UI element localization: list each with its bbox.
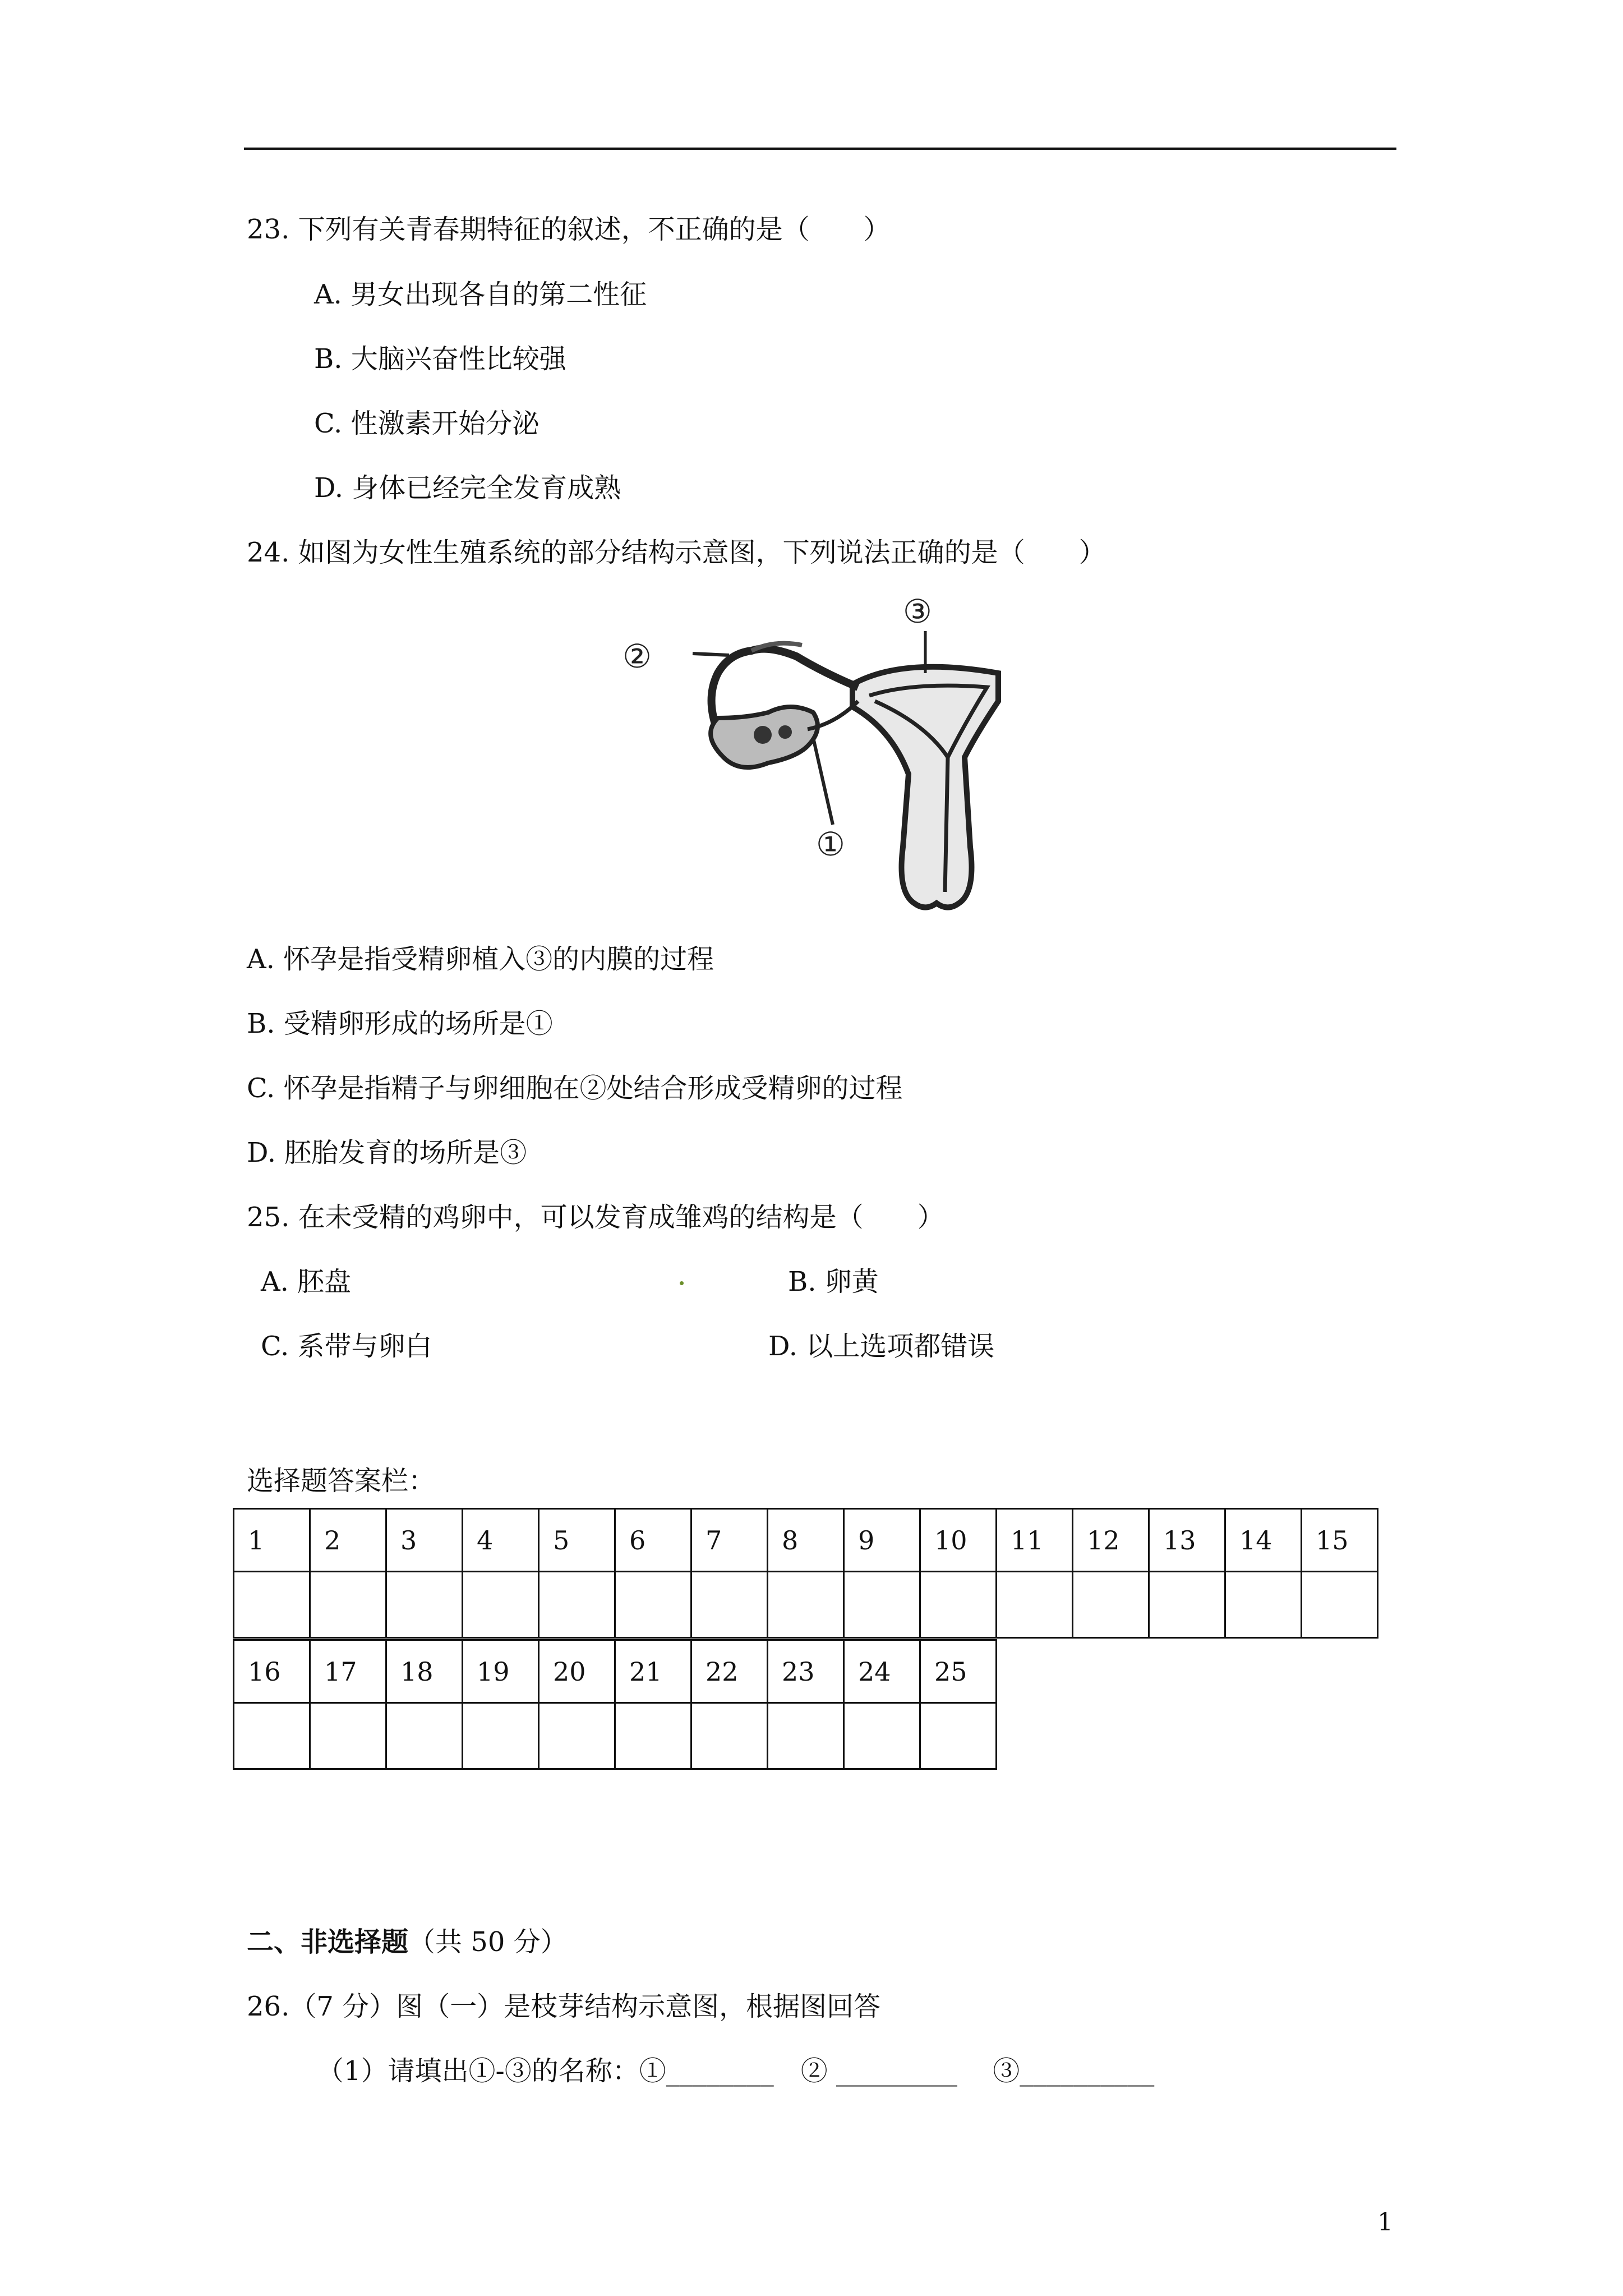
label-2 <box>623 637 652 675</box>
answer-cell[interactable] <box>539 1703 615 1769</box>
figure-label-circled-1: ① <box>816 825 845 863</box>
section-2-heading <box>247 1925 568 1959</box>
question-number-cell: 6 <box>615 1509 691 1572</box>
answer-cell[interactable] <box>463 1703 539 1769</box>
question-number-cell: 25 <box>920 1640 997 1703</box>
page-number: 1 <box>1377 2208 1393 2237</box>
answer-cell[interactable] <box>920 1703 997 1769</box>
question-number-cell: 11 <box>997 1509 1073 1572</box>
figure-label-circled-3: ③ <box>903 592 932 631</box>
question-number-cell: 13 <box>1149 1509 1225 1572</box>
answer-table-2-number-row <box>234 1640 997 1703</box>
answer-cell[interactable] <box>920 1572 997 1638</box>
question-number-cell: 16 <box>234 1640 310 1703</box>
answer-cell[interactable] <box>844 1572 920 1638</box>
answer-cell[interactable] <box>234 1703 310 1769</box>
question-number-cell: 4 <box>463 1509 539 1572</box>
question-number-cell: 3 <box>386 1509 463 1572</box>
answer-table-2-blank-row <box>234 1703 997 1769</box>
question-number-cell: 12 <box>1073 1509 1149 1572</box>
answer-cell[interactable] <box>615 1703 691 1769</box>
answer-cell[interactable] <box>539 1572 615 1638</box>
question-number-cell: 24 <box>844 1640 920 1703</box>
question-number-cell: 10 <box>920 1509 997 1572</box>
answer-cell[interactable] <box>1073 1572 1149 1638</box>
q26-sub1: （1）请填出①-③的名称：①________ ② _________ ③__________ <box>317 2055 1155 2087</box>
answer-table-1 <box>233 1508 1378 1639</box>
section-2-score-note: （共 50 分） <box>408 1926 568 1958</box>
figure-label-circled-2: ② <box>623 637 652 675</box>
answer-table-1-blank-row <box>234 1572 1378 1638</box>
q25-stem: 25. 在未受精的鸡卵中，可以发育成雏鸡的结构是（ ） <box>247 1202 944 1233</box>
answer-cell[interactable] <box>691 1572 768 1638</box>
q24-option-c: C. 怀孕是指精子与卵细胞在②处结合形成受精卵的过程 <box>247 1073 903 1104</box>
q25-option-b: B. 卵黄 <box>788 1266 879 1297</box>
q23-stem: 23. 下列有关青春期特征的叙述，不正确的是（ ） <box>247 214 891 245</box>
answer-cell[interactable] <box>386 1703 463 1769</box>
question-number-cell: 1 <box>234 1509 310 1572</box>
q24-stem: 24. 如图为女性生殖系统的部分结构示意图，下列说法正确的是（ ） <box>247 537 1106 568</box>
question-number-cell: 22 <box>691 1640 768 1703</box>
answer-cell[interactable] <box>310 1572 386 1638</box>
q24-option-a: A. 怀孕是指受精卵植入③的内膜的过程 <box>247 944 714 975</box>
q23-option-d: D. 身体已经完全发育成熟 <box>314 472 621 504</box>
q24-option-b: B. 受精卵形成的场所是① <box>247 1008 553 1039</box>
question-number-cell: 17 <box>310 1640 386 1703</box>
q25-option-d: D. 以上选项都错误 <box>768 1331 995 1362</box>
q23-option-a: A. 男女出现各自的第二性征 <box>314 279 647 310</box>
answer-cell[interactable] <box>997 1572 1073 1638</box>
question-number-cell: 8 <box>768 1509 844 1572</box>
stray-dot <box>680 1281 684 1285</box>
question-number-cell: 7 <box>691 1509 768 1572</box>
answer-table-1-number-row <box>234 1509 1378 1572</box>
answer-cell[interactable] <box>1149 1572 1225 1638</box>
question-number-cell: 21 <box>615 1640 691 1703</box>
q23-option-c: C. 性激素开始分泌 <box>314 408 540 439</box>
answer-sheet-title: 选择题答案栏： <box>247 1465 436 1497</box>
question-number-cell: 19 <box>463 1640 539 1703</box>
answer-table-2 <box>233 1639 997 1770</box>
header-rule <box>244 148 1396 150</box>
question-number-cell: 14 <box>1225 1509 1302 1572</box>
answer-cell[interactable] <box>234 1572 310 1638</box>
answer-cell[interactable] <box>615 1572 691 1638</box>
question-number-cell: 5 <box>539 1509 615 1572</box>
q26-stem: 26.（7 分）图（一）是枝芽结构示意图，根据图回答 <box>247 1991 881 2022</box>
question-number-cell: 20 <box>539 1640 615 1703</box>
answer-cell[interactable] <box>1225 1572 1302 1638</box>
q23-option-b: B. 大脑兴奋性比较强 <box>314 343 566 375</box>
q25-option-c: C. 系带与卵白 <box>261 1331 432 1362</box>
answer-cell[interactable] <box>310 1703 386 1769</box>
section-2-title: 二、非选择题 <box>247 1926 409 1958</box>
question-number-cell: 9 <box>844 1509 920 1572</box>
female-reproductive-system-diagram <box>611 589 1004 920</box>
answer-cell[interactable] <box>768 1572 844 1638</box>
answer-cell[interactable] <box>691 1703 768 1769</box>
answer-cell[interactable] <box>386 1572 463 1638</box>
question-number-cell: 15 <box>1302 1509 1378 1572</box>
answer-cell[interactable] <box>463 1572 539 1638</box>
q25-option-a: A. 胚盘 <box>261 1266 352 1297</box>
question-number-cell: 2 <box>310 1509 386 1572</box>
question-number-cell: 23 <box>768 1640 844 1703</box>
answer-cell[interactable] <box>844 1703 920 1769</box>
answer-cell[interactable] <box>1302 1572 1378 1638</box>
answer-cell[interactable] <box>768 1703 844 1769</box>
question-number-cell: 18 <box>386 1640 463 1703</box>
q24-option-d: D. 胚胎发育的场所是③ <box>247 1137 527 1168</box>
